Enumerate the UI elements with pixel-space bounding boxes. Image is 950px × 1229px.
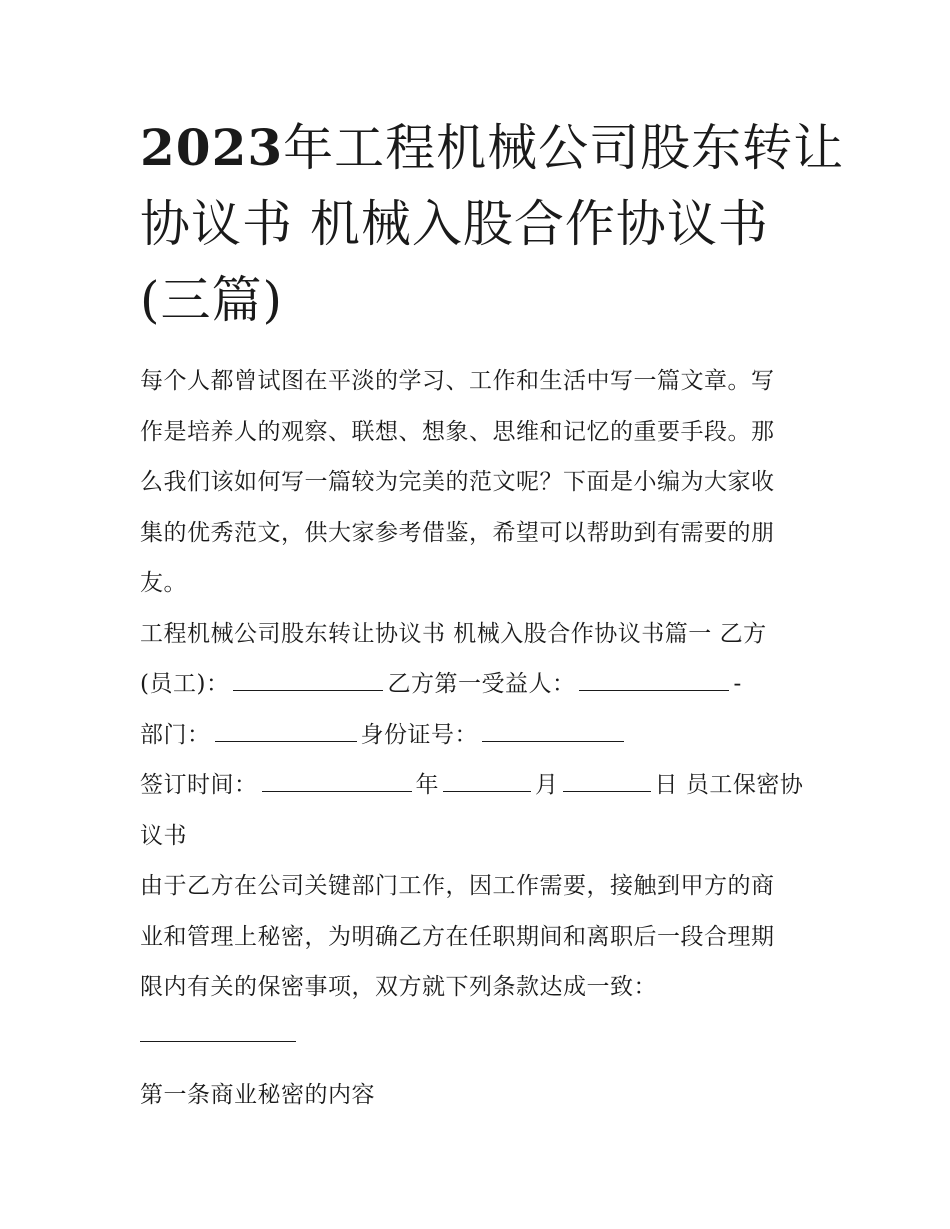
dept-line (140, 710, 812, 761)
clause-line: 限内有关的保密事项，双方就下列条款达成一致： (140, 974, 657, 1000)
month-label: 月 (535, 772, 559, 798)
title-line-3: (三篇) (140, 271, 284, 329)
title-line-2: 协议书 机械入股合作协议书 (140, 195, 769, 253)
beneficiary-blank[interactable] (579, 668, 729, 691)
document-page (140, 110, 845, 1120)
dept-blank[interactable] (215, 719, 357, 742)
sign-year-blank[interactable] (262, 769, 412, 792)
year-label: 年 (415, 772, 439, 798)
article1-heading-block (140, 1070, 812, 1121)
intro-line: 集的优秀范文，供大家参考借鉴，希望可以帮助到有需要的朋 (140, 519, 775, 546)
intro-line: 作是培养人的观察、联想、想象、思维和记忆的重要手段。那 (140, 418, 775, 445)
title-line-1 (140, 110, 845, 186)
document-title (140, 110, 845, 338)
intro-line: 么我们该如何写一篇较为完美的范文呢？下面是小编为大家收 (140, 469, 775, 495)
day-label: 日 (654, 772, 678, 798)
section1-block (140, 609, 812, 862)
beneficiary-label: 乙方第一受益人： (387, 671, 576, 697)
id-label: 身份证号： (360, 721, 478, 748)
intro-paragraph (140, 356, 812, 609)
clause-line: 由于乙方在公司关键部门工作，因工作需要，接触到甲方的商 (140, 873, 775, 899)
title-line-1-text: 年工程机械公司股东转让 (283, 119, 845, 177)
dept-label: 部门： (140, 721, 211, 748)
party-name-blank[interactable] (233, 668, 383, 691)
agreement-title-a: 员工保密协 (685, 772, 804, 798)
article1-title: 第一条商业秘密的内容 (140, 1081, 375, 1108)
party-label: (员工)： (140, 671, 230, 697)
sign-day-blank[interactable] (563, 769, 651, 792)
intro-line: 每个人都曾试图在平淡的学习、工作和生活中写一篇文章。写 (140, 368, 775, 394)
sign-label: 签订时间： (140, 772, 258, 798)
agreement-title-b: 议书 (140, 822, 187, 849)
beneficiary-suffix: - (733, 671, 742, 697)
clause-line: 业和管理上秘密，为明确乙方在任职期间和离职后一段合理期 (140, 923, 775, 950)
clause-paragraph (140, 861, 812, 1013)
signature-rule (140, 1041, 296, 1042)
sign-date-line (140, 760, 812, 811)
party-line (140, 659, 812, 710)
title-year: 2023 (140, 118, 284, 177)
document-body (140, 356, 812, 1120)
intro-line: 友。 (140, 570, 187, 596)
section1-heading: 工程机械公司股东转让协议书 机械入股合作协议书篇一 乙方 (140, 620, 767, 647)
id-number-blank[interactable] (482, 719, 624, 742)
sign-month-blank[interactable] (443, 769, 531, 792)
